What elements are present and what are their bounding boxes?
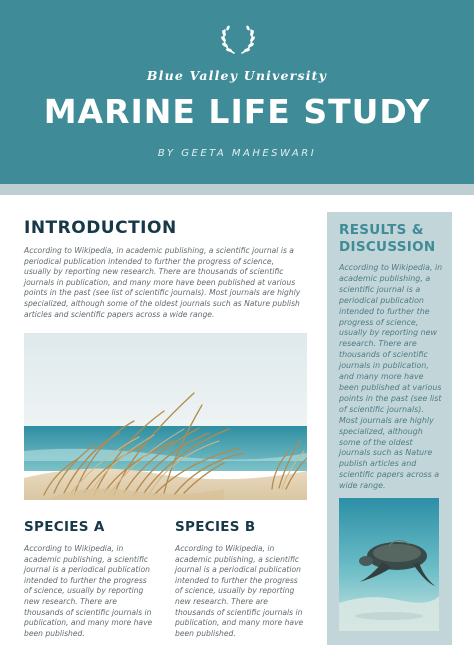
species-b-text: According to Wikipedia, in academic publishing, a scientific journal is a periodical publication intended to further the progress of science, usually by reporting new research. There are thousands of scientific journals in publication, and many more have been published. — [175, 544, 304, 638]
introduction-heading: INTRODUCTION — [24, 218, 177, 238]
page-title: MARINE LIFE STUDY — [43, 92, 431, 131]
introduction-text: According to Wikipedia, in academic publishing, a scientific journal is a periodical publication intended to further the progress of science, usually by reporting new research. There are thousands of scientific journals in publication, and many more have been published at various points in the past (see list of scientific journals). Most journals are highly specialized, although some of the oldest journals such as Nature publish articles and scientific papers across a wide range. — [24, 246, 301, 319]
species-a-heading: SPECIES A — [24, 519, 105, 535]
sea-turtle-photo — [339, 498, 439, 631]
species-a-text: According to Wikipedia, in academic publishing, a scientific journal is a periodical publication intended to further the progress of science, usually by reporting new research. There are thousands of scientific journals in publication, and many more have been published. — [24, 544, 153, 638]
header-stripe — [0, 184, 474, 195]
university-name: Blue Valley University — [146, 68, 328, 83]
results-heading: RESULTS & DISCUSSION — [339, 222, 436, 255]
beach-grass-photo — [24, 333, 307, 500]
results-text: According to Wikipedia, in academic publishing, a scientific journal is a periodical publication intended to further the progress of science, usually by reporting new research. There are thousands of scientific journals in publication, and many more have been published at various points in the past (see list of scientific journals). Most journals are highly specialized, although some of the oldest journals such as Nature publish articles and scientific papers across a wide range. — [339, 263, 443, 491]
author-byline: BY GEETA MAHESWARI — [157, 148, 317, 159]
species-b-heading: SPECIES B — [175, 519, 256, 535]
laurel-wreath-icon — [220, 22, 256, 56]
